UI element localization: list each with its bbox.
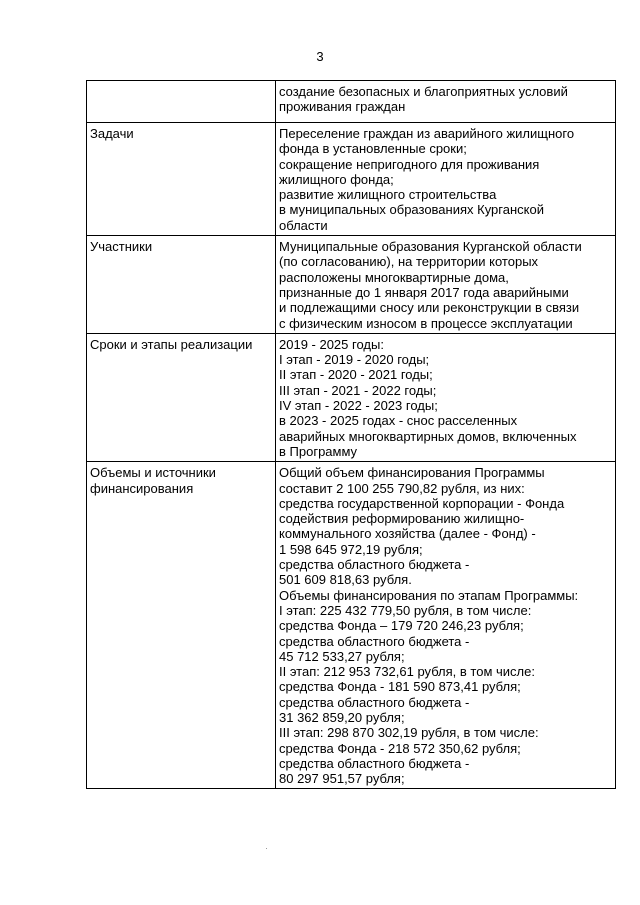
value-line: III этап - 2021 - 2022 годы;: [279, 382, 437, 398]
program-passport-table: [86, 80, 616, 789]
value-line: (по согласованию), на территории которых: [279, 254, 539, 270]
value-line: II этап: 212 953 732,61 рубля, в том числе:: [279, 664, 535, 680]
value-line: Общий объем финансирования Программы: [279, 465, 545, 481]
value-line: средства Фонда - 181 590 873,41 рубля;: [279, 679, 521, 695]
page-number: 3: [316, 49, 324, 64]
row-value-cell: [276, 333, 616, 461]
value-line: составит 2 100 255 790,82 рубля, из них:: [279, 480, 525, 496]
value-line: 45 712 533,27 рубля;: [279, 648, 405, 664]
value-line: развитие жилищного строительства: [279, 187, 497, 203]
value-line: в Программу: [279, 443, 358, 459]
value-line: в 2023 - 2025 годах - снос расселенных: [279, 413, 518, 429]
value-line: коммунального хозяйства (далее - Фонд) -: [279, 526, 536, 542]
value-line: с физическим износом в процессе эксплуатации: [279, 315, 573, 331]
row-label: Сроки и этапы реализации: [90, 336, 253, 352]
value-line: IV этап - 2022 - 2023 годы;: [279, 398, 438, 414]
row-value-cell: [276, 123, 616, 236]
row-label-cell: [87, 462, 276, 789]
value-line: Переселение граждан из аварийного жилищного: [279, 126, 575, 141]
value-line: Муниципальные образования Курганской области: [279, 239, 582, 255]
row-label: Задачи: [90, 126, 134, 141]
value-line: II этап - 2020 - 2021 годы;: [279, 367, 433, 383]
value-line: расположены многоквартирные дома,: [279, 269, 509, 285]
value-line: 2019 - 2025 годы:: [279, 336, 384, 352]
scan-dot: [266, 848, 267, 849]
value-line: средства областного бюджета -: [279, 694, 470, 710]
value-line: жилищного фонда;: [279, 171, 394, 187]
value-line: создание безопасных и благоприятных условий: [279, 84, 568, 99]
value-line: средства Фонда - 218 572 350,62 рубля;: [279, 740, 521, 756]
value-line: средства областного бюджета -: [279, 557, 470, 573]
row-label: финансирования: [90, 480, 194, 496]
row-label-cell: [87, 333, 276, 461]
table-row-timeline: [87, 333, 616, 461]
row-value-cell: [276, 81, 616, 123]
value-line: Объемы финансирования по этапам Программы:: [279, 587, 579, 603]
value-line: средства областного бюджета -: [279, 633, 470, 649]
table-row-continuation: [87, 81, 616, 123]
row-label: Участники: [90, 239, 153, 255]
value-line: 501 609 818,63 рубля.: [279, 572, 412, 588]
value-line: средства Фонда – 179 720 246,23 рубля;: [279, 618, 524, 634]
value-line: и подлежащими сносу или реконструкции в связи: [279, 300, 580, 316]
value-line: аварийных многоквартирных домов, включенных: [279, 428, 577, 444]
value-line: фонда в установленные сроки;: [279, 141, 467, 157]
value-line: в муниципальных образованиях Курганской: [279, 202, 544, 218]
value-line: I этап: 225 432 779,50 рубля, в том числе:: [279, 602, 532, 618]
value-line: области: [279, 217, 328, 233]
value-line: проживания граждан: [279, 99, 406, 115]
row-label-cell: [87, 236, 276, 334]
value-line: 1 598 645 972,19 рубля;: [279, 541, 423, 557]
value-line: I этап - 2019 - 2020 годы;: [279, 352, 430, 368]
value-line: содействия реформированию жилищно-: [279, 511, 525, 527]
value-line: признанные до 1 января 2017 года аварийными: [279, 284, 569, 300]
row-label-cell: [87, 81, 276, 123]
value-line: средства государственной корпорации - Фонда: [279, 495, 565, 511]
table-row-tasks: [87, 123, 616, 236]
row-value-cell: [276, 462, 616, 789]
row-label-cell: [87, 123, 276, 236]
value-line: средства областного бюджета -: [279, 755, 470, 771]
value-line: 31 362 859,20 рубля;: [279, 709, 405, 725]
table-row-funding: [87, 462, 616, 789]
value-line: III этап: 298 870 302,19 рубля, в том числе:: [279, 725, 539, 741]
row-label: Объемы и источники: [90, 465, 216, 481]
value-line: 80 297 951,57 рубля;: [279, 771, 405, 787]
value-line: сокращение непригодного для проживания: [279, 156, 540, 172]
table-row-participants: [87, 236, 616, 334]
row-value-cell: [276, 236, 616, 334]
